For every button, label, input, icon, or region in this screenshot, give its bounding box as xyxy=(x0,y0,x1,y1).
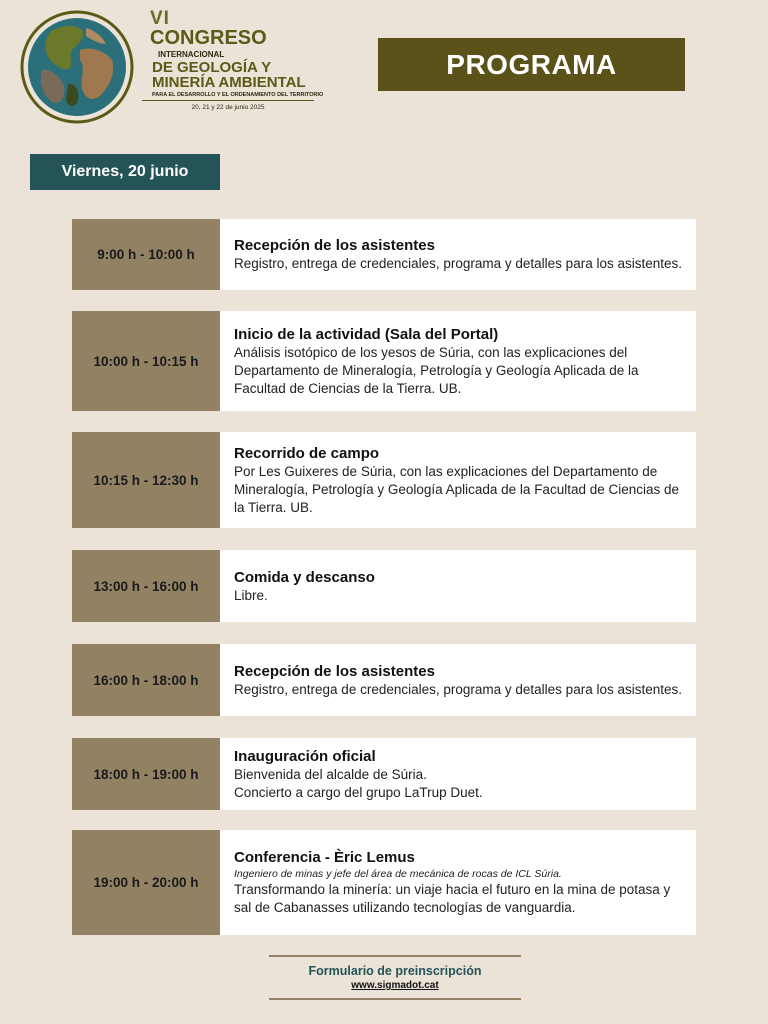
session-description-line-2: Concierto a cargo del grupo LaTrup Duet. xyxy=(234,784,483,800)
session-1 xyxy=(72,219,696,290)
logo-edition: VI xyxy=(150,8,170,29)
footer xyxy=(269,955,521,1000)
session-title: Conferencia - Èric Lemus xyxy=(234,849,415,866)
logo-congreso: CONGRESO xyxy=(150,27,267,49)
logo-internacional: INTERNACIONAL xyxy=(158,50,225,59)
session-6 xyxy=(72,738,696,810)
session-2 xyxy=(72,311,696,411)
session-time: 13:00 h - 16:00 h xyxy=(72,550,220,622)
session-body xyxy=(220,830,696,935)
globe-logo-icon xyxy=(20,10,134,124)
day-badge: Viernes, 20 junio xyxy=(30,154,220,190)
footer-rule-top xyxy=(269,955,521,957)
session-body xyxy=(220,311,696,411)
logo-mineria: MINERÍA AMBIENTAL xyxy=(152,74,306,91)
congress-logo xyxy=(142,10,322,111)
logo-geologia: DE GEOLOGÍA Y xyxy=(152,59,272,76)
footer-rule-bottom xyxy=(269,998,521,1000)
session-7 xyxy=(72,830,696,935)
logo-divider xyxy=(142,100,314,101)
session-body xyxy=(220,738,696,810)
session-title: Inicio de la actividad (Sala del Portal) xyxy=(234,325,499,343)
session-body xyxy=(220,219,696,290)
session-title: Recepción de los asistentes xyxy=(234,662,435,680)
logo-dates: 20, 21 y 22 de junio 2025 xyxy=(191,104,265,111)
session-time: 10:15 h - 12:30 h xyxy=(72,432,220,528)
session-time: 18:00 h - 19:00 h xyxy=(72,738,220,810)
session-time: 16:00 h - 18:00 h xyxy=(72,644,220,716)
session-4 xyxy=(72,550,696,622)
session-3 xyxy=(72,432,696,528)
session-description: Transformando la minería: un viaje hacia el futuro en la mina de potasa y sal de Cabanasses utilizando tecnologías de vanguardia. xyxy=(234,882,671,915)
session-5 xyxy=(72,644,696,716)
session-description: Registro, entrega de credenciales, programa y detalles para los asistentes. xyxy=(234,256,682,271)
session-description: Por Les Guixeres de Súria, con las explicaciones del Departamento de Mineralogía, Petrología y Geología Aplicada de la Facultad de Ciencias de la Tierra. UB. xyxy=(234,463,680,515)
logo-subtitle: PARA EL DESARROLLO Y EL ORDENAMIENTO DEL TERRITORIO xyxy=(152,92,324,98)
session-time: 10:00 h - 10:15 h xyxy=(72,311,220,411)
session-title: Inauguración oficial xyxy=(234,747,376,765)
session-time: 19:00 h - 20:00 h xyxy=(72,830,220,935)
session-body xyxy=(220,550,696,622)
session-description: Libre. xyxy=(234,587,268,603)
session-description: Registro, entrega de credenciales, programa y detalles para los asistentes. xyxy=(234,681,682,697)
header xyxy=(0,0,768,135)
session-title: Recorrido de campo xyxy=(234,444,380,462)
page-title: PROGRAMA xyxy=(378,38,685,91)
speaker-bio: Ingeniero de minas y jefe del área de mecánica de rocas de ICL Súria. xyxy=(234,868,562,880)
session-description: Análisis isotópico de los yesos de Súria, con las explicaciones del Departamento de Mineralogía, Petrología y Geología Aplicada de la Facultad de Ciencias de la Tierra. UB. xyxy=(234,344,639,396)
session-body xyxy=(220,644,696,716)
registration-form-title: Formulario de preinscripción xyxy=(308,964,482,978)
session-time: 9:00 h - 10:00 h xyxy=(72,219,220,290)
session-description-line-1: Bienvenida del alcalde de Súria. xyxy=(234,766,427,782)
session-title: Comida y descanso xyxy=(234,568,375,586)
website-link[interactable]: www.sigmadot.cat xyxy=(351,980,439,991)
session-title: Recepción de los asistentes xyxy=(234,237,435,254)
session-body xyxy=(220,432,696,528)
